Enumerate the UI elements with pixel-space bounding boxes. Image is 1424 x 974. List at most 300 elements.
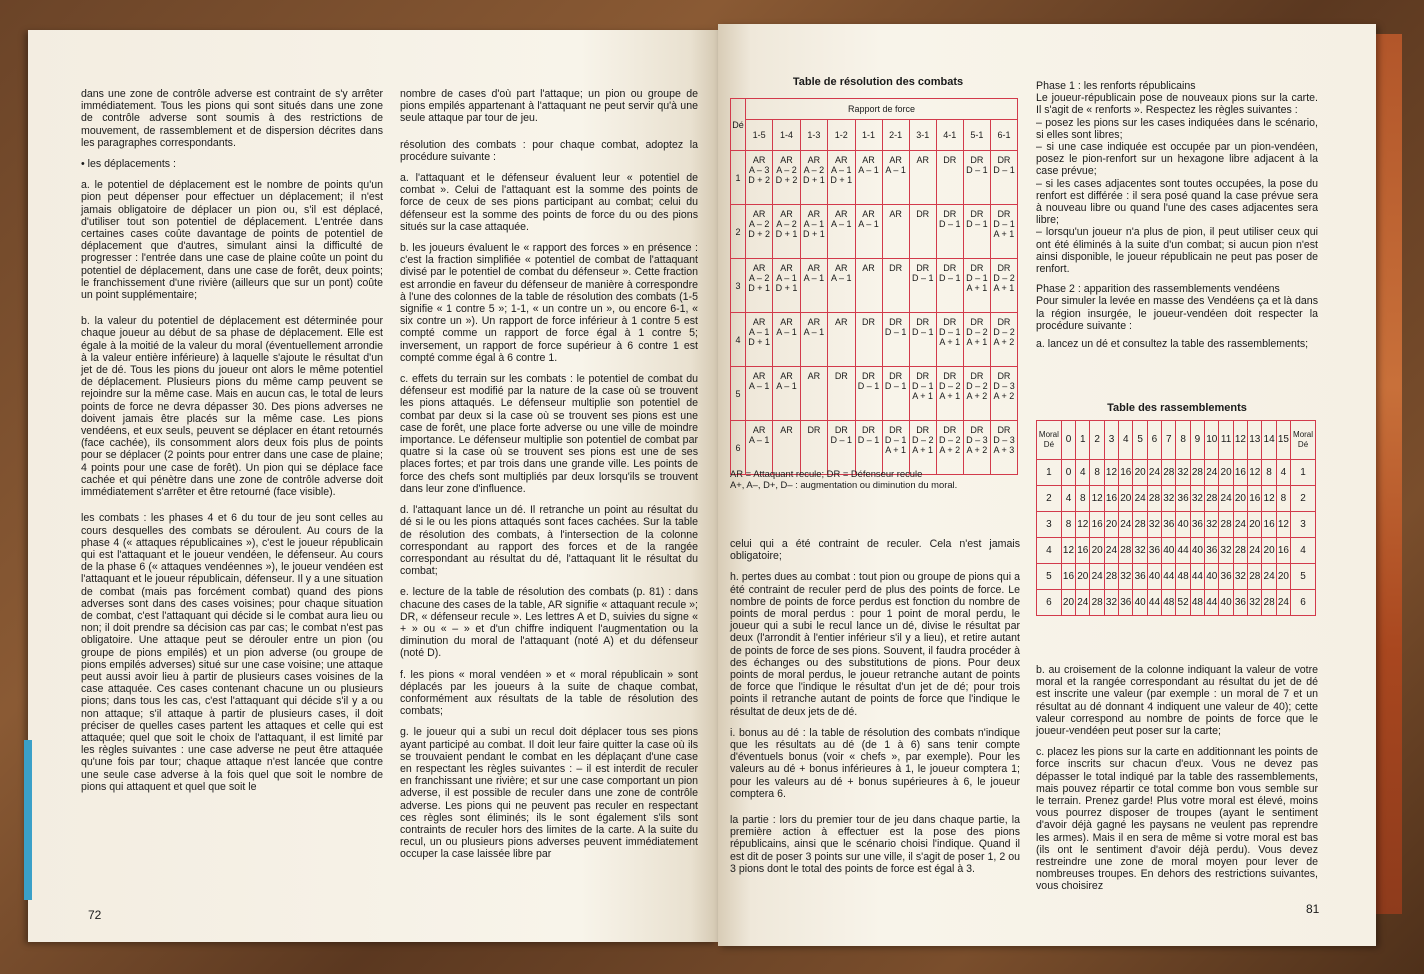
result-cell	[963, 259, 990, 313]
result-line: AR	[862, 263, 875, 273]
result-cell	[882, 205, 909, 259]
rassemblements-table	[1036, 420, 1316, 616]
value-cell: 0	[1061, 460, 1075, 486]
result-line: DR	[970, 209, 984, 219]
value-cell: 36	[1133, 564, 1147, 590]
result-line: DR	[943, 425, 957, 435]
result-line: D – 1	[857, 381, 880, 391]
value-cell: 28	[1248, 564, 1262, 590]
result-line: DR	[997, 371, 1011, 381]
value-cell: 12	[1061, 538, 1075, 564]
value-cell: 32	[1119, 564, 1133, 590]
combat-table-legend	[730, 468, 1030, 490]
value-cell: 8	[1090, 460, 1104, 486]
result-line: AR	[835, 317, 848, 327]
value-cell: 28	[1205, 486, 1219, 512]
result-line: A + 1	[912, 445, 934, 455]
result-line: AR	[780, 371, 793, 381]
result-line: A + 1	[912, 391, 934, 401]
list-item: – si une case indiquée est occupée par un pion-vendéen, posez le pion-renfort sur un hexagone libre adjacent à la case prévue;	[1036, 141, 1318, 178]
result-line: A – 1	[858, 165, 879, 175]
list-item: – lorsqu'un joueur n'a plus de pion, il peut utiliser ceux qui ont été éliminés à la suite d'un combat; si aucun pion n'est ainsi disponible, le joueur républicain ne peut pas poser de renfort.	[1036, 226, 1318, 276]
result-line: D – 3	[993, 381, 1015, 391]
page-number-left: 72	[88, 908, 102, 922]
result-line: A – 1	[803, 273, 825, 283]
table-row	[731, 421, 1018, 475]
column-header: 1-5	[746, 120, 773, 151]
paragraph: a. l'attaquant et le défenseur évaluent leur « potentiel de combat ». Celui de l'attaquant est la somme des points de force de ceux de ses pions participant au combat; celui du défenseur est la somme des points de force du ou des pions situés sur la case attaquée.	[400, 172, 698, 233]
moral-column-header: 5	[1133, 421, 1147, 460]
value-cell: 32	[1219, 538, 1233, 564]
result-line: DR	[916, 425, 930, 435]
result-line: A + 1	[939, 391, 961, 401]
result-cell	[773, 259, 800, 313]
result-cell	[800, 259, 827, 313]
moral-column-header: 2	[1090, 421, 1104, 460]
paragraph: celui qui a été contraint de reculer. Cela n'est jamais obligatoire;	[730, 538, 1020, 563]
rass-table-title: Table des rassemblements	[1107, 402, 1247, 414]
result-line: DR	[970, 371, 984, 381]
result-cell	[800, 367, 827, 421]
result-line: DR	[916, 263, 930, 273]
result-cell	[828, 313, 855, 367]
result-cell	[855, 313, 882, 367]
value-cell: 28	[1190, 460, 1204, 486]
left-column-1	[81, 88, 383, 802]
paragraph: b. les joueurs évaluent le « rapport des forces » en présence : c'est la fraction simplifiée « potentiel de combat de l'attaquant divisé par le potentiel de combat du défenseur ». Cette fraction est arrondie en faveur du défenseur de manière à correspondre à l'une des colonnes de la table de résolution des combats (1-5 signifie « 1 contre 5 »; 1-1, « un contre un », ou encore 6-1, « six contre un »). Un rapport de force inférieur à 1 contre 5 est compté comme un rapport de force égal à 1 contre 5; inversement, un rapport de force supérieur à 6 contre 1 est compté comme égal à 6 contre 1.	[400, 242, 698, 364]
result-line: AR	[889, 155, 902, 165]
list-item: – si les cases adjacentes sont toutes occupées, la pose du renfort est différée : il sera posé quand la case prévue sera à nouveau libre ou quand l'une des cases adjacentes sera libre;	[1036, 177, 1318, 227]
value-cell: 20	[1104, 512, 1118, 538]
moral-column-header: 8	[1176, 421, 1190, 460]
value-cell: 36	[1176, 486, 1190, 512]
value-cell: 44	[1205, 590, 1219, 616]
value-cell: 12	[1104, 460, 1118, 486]
result-cell	[963, 313, 990, 367]
table-row	[1037, 564, 1316, 590]
value-cell: 36	[1205, 538, 1219, 564]
result-line: AR	[752, 155, 766, 165]
value-cell: 12	[1248, 460, 1262, 486]
result-cell	[990, 367, 1017, 421]
header-de: Dé	[731, 99, 746, 151]
paragraph: c. placez les pions sur la carte en additionnant les points de force inscrits sur chacun d'eux. Vous ne devez pas dépasser le total indiqué par la table des rassemblements, mais pouvez répartir ce total comme bon vous semble sur le terrain. Prenez garde! Plus votre moral est élevé, moins vous pourrez disposer de troupes (ayant le sentiment d'avoir déjà gagné les paysans ne veulent pas reprendre les armes). Mais il en sera de même si votre moral est bas (ils ont le sentiment d'avoir déjà perdu). Vous devez restreindre une zone de moral moyen pour lever de nombreuses troupes. En dehors des restrictions suivantes, vous choisirez	[1036, 746, 1318, 893]
value-cell: 12	[1076, 512, 1090, 538]
result-line: D – 1	[911, 273, 934, 283]
column-header: 6-1	[990, 120, 1017, 151]
corner-de: Dé	[1043, 440, 1055, 449]
result-line: AR	[862, 209, 875, 219]
result-line: A + 2	[966, 445, 988, 455]
value-cell: 16	[1248, 486, 1262, 512]
result-line: DR	[889, 371, 903, 381]
result-line: A + 1	[966, 337, 988, 347]
value-cell: 24	[1076, 590, 1090, 616]
phase-1-heading: Phase 1 : les renforts républicains	[1036, 80, 1196, 92]
result-cell	[746, 151, 773, 205]
result-line: DR	[943, 263, 957, 273]
result-line: D – 1	[993, 219, 1015, 229]
result-line: A + 1	[966, 283, 988, 293]
result-line: A + 2	[993, 391, 1015, 401]
value-cell: 8	[1061, 512, 1075, 538]
value-cell: 24	[1276, 590, 1290, 616]
value-cell: 12	[1276, 512, 1290, 538]
left-page	[28, 30, 718, 942]
paragraph: c. effets du terrain sur les combats : le potentiel de combat du défenseur est modifié par la nature de la case où se trouvent les pions attaqués. Le défenseur multiplie son potentiel de combat par deux si la case où se trouvent ses pions est une case de forêt, une place forte adverse ou une ville de moindre importance. Le défenseur multiplie son potentiel de combat par quatre si la case où se trouvent ses pions est une de ses places fortes; et par trois dans une grande ville. Les points de force des chefs sont multipliés par deux lorsqu'ils se trouvent dans leur zone d'influence.	[400, 373, 698, 495]
result-line: D – 1	[966, 273, 988, 283]
value-cell: 44	[1176, 538, 1190, 564]
value-cell: 12	[1262, 486, 1276, 512]
value-cell: 16	[1076, 538, 1090, 564]
result-line: DR	[943, 209, 957, 219]
table-row	[1037, 590, 1316, 616]
row-die: 6	[731, 421, 746, 475]
moral-column-header: 0	[1061, 421, 1075, 460]
result-cell	[855, 259, 882, 313]
result-line: AR	[807, 155, 821, 165]
result-line: AR	[807, 317, 821, 327]
result-cell	[963, 421, 990, 475]
result-line: DR	[807, 425, 821, 435]
value-cell: 24	[1090, 564, 1104, 590]
column-header: 1-4	[773, 120, 800, 151]
result-cell	[773, 205, 800, 259]
table-row	[1037, 460, 1316, 486]
page-number-right: 81	[1306, 902, 1320, 916]
result-line: A + 2	[966, 391, 988, 401]
result-line: AR	[780, 425, 793, 435]
value-cell: 16	[1233, 460, 1247, 486]
result-line: D + 1	[803, 175, 825, 185]
result-line: A – 1	[748, 381, 770, 391]
value-cell: 4	[1076, 460, 1090, 486]
result-line: D – 1	[939, 219, 961, 229]
result-line: A – 1	[831, 219, 852, 229]
book-edge-strip	[1376, 34, 1402, 914]
paragraph: les combats : les phases 4 et 6 du tour de jeu sont celles au cours desquelles des combats se déroulent. Au cours de la phase 4 (« attaques républicaines »), c'est le joueur républicain qui est l'attaquant et le joueur vendéen, le défenseur. Au cours de la phase 6 (« attaques vendéennes »), le joueur vendéen est l'attaquant et le joueur républicain, défenseur. Il y a une situation de combat (mais pas forcément combat) quand des pions adverses sont dans des cases voisines; pour chaque situation de combat, c'est l'attaquant qui décide si le combat aura lieu ou non; il doit prendre sa décision cas par cas; le combat n'est pas obligatoire. Une attaque peut se dérouler entre un pion (ou groupe de pions empilés) et un pion adverse (ou groupe de pions empilés adverses) situé sur une case voisine; une attaque peut aussi avoir lieu à partir de plusieurs cases voisines de la case attaquée. Ces cases contenant chacune un ou plusieurs pions; dans tous les cas, c'est l'attaquant qui décide s'il y a ou non attaque; s'il attaque à partir de plusieurs cases, il doit préciser de quelles cases partent les attaques et celle qui est attaquée; quel que soit le choix de l'attaquant, il est limité par les règles suivantes : une case adverse ne peut être attaquée qu'une fois par tour; chaque attaque n'est lancée que contre une seule case adverse à la fois quel que soit le nombre de pions qui attaquent et quel que soit le	[81, 512, 383, 793]
value-cell: 20	[1061, 590, 1075, 616]
result-line: D – 1	[911, 381, 934, 391]
right-corner-moral: Moral	[1293, 430, 1314, 439]
result-line: D – 3	[993, 435, 1015, 445]
value-cell: 32	[1133, 538, 1147, 564]
paragraph: Le joueur-républicain pose de nouveaux pions sur la carte. Il s'agit de « renforts ». Respectez les règles suivantes :	[1036, 92, 1318, 117]
result-cell	[773, 313, 800, 367]
value-cell: 28	[1090, 590, 1104, 616]
value-cell: 20	[1248, 512, 1262, 538]
result-line: D – 2	[939, 381, 961, 391]
result-line: DR	[862, 317, 876, 327]
result-line: D – 1	[966, 219, 988, 229]
value-cell: 20	[1219, 460, 1233, 486]
value-cell: 16	[1104, 486, 1118, 512]
result-line: A – 1	[858, 219, 879, 229]
row-die-right: 1	[1291, 460, 1316, 486]
row-die: 2	[1037, 486, 1062, 512]
result-line: DR	[997, 155, 1011, 165]
value-cell: 16	[1061, 564, 1075, 590]
paragraph: i. bonus au dé : la table de résolution des combats n'indique que les résultats au dé (de 1 à 6) sans tenir compte d'éventuels bonus (voir « chefs », par exemple). Pour les valeurs au dé + bonus inférieures à 1, le joueur comptera 1; pour les valeurs au dé + bonus supérieures à 6, le joueur comptera 6.	[730, 726, 1020, 800]
result-line: A – 1	[776, 381, 797, 391]
value-cell: 40	[1205, 564, 1219, 590]
result-line: A – 1	[885, 165, 906, 175]
table-row	[731, 259, 1018, 313]
result-line: D – 3	[966, 435, 988, 445]
result-line: D + 1	[748, 337, 771, 347]
result-line: DR	[916, 209, 930, 219]
result-line: D – 2	[911, 435, 934, 445]
value-cell: 24	[1219, 486, 1233, 512]
result-line: D – 1	[884, 435, 907, 445]
value-cell: 40	[1147, 564, 1161, 590]
value-cell: 20	[1276, 564, 1290, 590]
result-line: AR	[780, 209, 793, 219]
result-line: D – 1	[966, 165, 988, 175]
row-die-right: 5	[1291, 564, 1316, 590]
moral-column-header: 11	[1219, 421, 1233, 460]
moral-column-header: 10	[1205, 421, 1219, 460]
combat-resolution-table	[730, 98, 1018, 475]
value-cell: 36	[1190, 512, 1204, 538]
result-line: A – 1	[831, 273, 852, 283]
result-line: D – 2	[966, 327, 988, 337]
result-cell	[855, 205, 882, 259]
result-line: DR	[997, 209, 1011, 219]
result-cell	[882, 367, 909, 421]
column-header: 2-1	[882, 120, 909, 151]
value-cell: 24	[1104, 538, 1118, 564]
value-cell: 36	[1119, 590, 1133, 616]
result-cell	[800, 421, 827, 475]
result-line: D – 1	[939, 327, 961, 337]
result-cell	[882, 259, 909, 313]
result-line: AR	[752, 209, 766, 219]
value-cell: 24	[1119, 512, 1133, 538]
result-cell	[828, 205, 855, 259]
value-cell: 32	[1176, 460, 1190, 486]
corner-cell	[1037, 421, 1062, 460]
row-die: 2	[731, 205, 746, 259]
right-page	[718, 24, 1376, 946]
result-cell	[882, 313, 909, 367]
paragraph: Pour simuler la levée en masse des Vendéens ça et là dans la région insurgée, le joueur-vendéen doit respecter la procédure suivante :	[1036, 295, 1318, 332]
result-line: D – 1	[884, 381, 907, 391]
row-die: 5	[1037, 564, 1062, 590]
result-line: D – 1	[911, 327, 934, 337]
paragraph: b. la valeur du potentiel de déplacement est déterminée pour chaque joueur au début de sa phase de déplacement. Elle est égale à la moitié de la valeur du moral (éventuellement arrondie à la valeur entière inférieure) à laquelle s'ajoute le résultat d'un jet de dé. Tous les pions du joueur ont alors le même potentiel de déplacement. Plusieurs pions du même camp peuvent se rejoindre sur la même case. Mais en aucun cas, le total de leurs points de force ne devra dépasser 30. Des pions adverses ne doivent jamais être placés sur la même case. Les pions vendéens, et eux seuls, peuvent se déplacer en étant retournés (face cachée), ils consomment alors deux fois plus de points pour se déplacer (2 points pour entrer dans une case de plaine; 4 points pour une case de forêt). Un pion qui se déplace face cachée et qui pénètre dans une zone de contrôle adverse doit immédiatement s'arrêter et être retourné (face visible).	[81, 315, 383, 499]
result-line: AR	[889, 209, 902, 219]
result-line: DR	[834, 425, 848, 435]
value-cell: 28	[1233, 538, 1247, 564]
row-die: 6	[1037, 590, 1062, 616]
result-cell	[800, 313, 827, 367]
result-line: A – 1	[748, 327, 770, 337]
value-cell: 28	[1119, 538, 1133, 564]
paragraph: g. le joueur qui a subi un recul doit déplacer tous ses pions ayant participé au combat. Il doit leur faire quitter la case où ils se trouvaient pendant le combat en les déplaçant d'une case en respectant les règles suivantes : – il est interdit de reculer en franchissant une rivière; et sur une case comportant un pion adverse, il est possible de reculer dans une zone de contrôle adverse. Les pions qui ne peuvent pas reculer en respectant ces règles sont éliminés; ils le sont également s'ils sont contraints de reculer hors des limites de la carte. A la suite du recul, un ou plusieurs pions adverses peuvent immédiatement occuper la case laissée libre par	[400, 726, 698, 861]
result-line: AR	[807, 371, 821, 381]
value-cell: 32	[1248, 590, 1262, 616]
result-cell	[773, 151, 800, 205]
phase-2-heading: Phase 2 : apparition des rassemblements vendéens	[1036, 283, 1280, 296]
result-cell	[746, 421, 773, 475]
result-cell	[800, 205, 827, 259]
row-die: 4	[731, 313, 746, 367]
result-cell	[909, 313, 936, 367]
result-cell	[773, 421, 800, 475]
moral-column-header: 12	[1233, 421, 1247, 460]
result-line: A – 1	[803, 219, 825, 229]
paragraph: a. lancez un dé et consultez la table des rassemblements;	[1036, 338, 1309, 351]
column-header: 5-1	[963, 120, 990, 151]
result-line: AR	[752, 425, 766, 435]
value-cell: 44	[1162, 564, 1176, 590]
result-line: AR	[807, 209, 821, 219]
result-cell	[855, 367, 882, 421]
result-line: D + 2	[748, 175, 771, 185]
value-cell: 20	[1119, 486, 1133, 512]
value-cell: 44	[1147, 590, 1161, 616]
table-row	[731, 205, 1018, 259]
result-cell	[882, 151, 909, 205]
result-line: DR	[889, 263, 903, 273]
row-die-right: 2	[1291, 486, 1316, 512]
paragraph: e. lecture de la table de résolution des combats (p. 81) : dans chacune des cases de la table, AR signifie « attaquant recule »; DR, « défenseur recule ». Les lettres A et D, suivies du signe « + » ou « – » et d'un chiffre indiquent l'augmentation ou la diminution du moral de l'attaquant (noté A) et du défenseur (noté D).	[400, 586, 698, 660]
value-cell: 24	[1233, 512, 1247, 538]
value-cell: 4	[1061, 486, 1075, 512]
column-header: 1-1	[855, 120, 882, 151]
value-cell: 36	[1162, 512, 1176, 538]
result-cell	[909, 151, 936, 205]
table-row	[731, 151, 1018, 205]
result-line: D – 1	[830, 435, 853, 445]
value-cell: 8	[1076, 486, 1090, 512]
result-line: A – 1	[748, 435, 770, 445]
value-cell: 24	[1133, 486, 1147, 512]
result-line: A – 1	[803, 327, 825, 337]
table-row	[731, 313, 1018, 367]
result-line: DR	[862, 371, 876, 381]
value-cell: 32	[1104, 590, 1118, 616]
moral-column-header: 15	[1276, 421, 1290, 460]
result-line: A + 1	[885, 445, 906, 455]
table-row	[1037, 512, 1316, 538]
value-cell: 48	[1190, 590, 1204, 616]
row-die: 3	[1037, 512, 1062, 538]
result-line: DR	[997, 425, 1011, 435]
result-line: DR	[997, 263, 1011, 273]
result-line: A + 2	[993, 337, 1015, 347]
result-line: AR	[835, 155, 848, 165]
value-cell: 28	[1104, 564, 1118, 590]
result-line: A + 2	[939, 445, 961, 455]
result-cell	[963, 367, 990, 421]
value-cell: 48	[1176, 564, 1190, 590]
result-line: A + 3	[993, 445, 1015, 455]
result-line: A – 2	[748, 273, 770, 283]
result-line: D + 1	[803, 229, 825, 239]
result-line: AR	[752, 263, 766, 273]
right-column-2-top	[1036, 80, 1318, 350]
result-line: DR	[889, 317, 903, 327]
result-line: DR	[997, 317, 1011, 327]
result-line: A – 3	[748, 165, 770, 175]
result-cell	[990, 259, 1017, 313]
value-cell: 24	[1147, 460, 1161, 486]
result-cell	[990, 421, 1017, 475]
value-cell: 20	[1262, 538, 1276, 564]
moral-column-header: 3	[1104, 421, 1118, 460]
column-header: 4-1	[936, 120, 963, 151]
header-rapport: Rapport de force	[746, 99, 1018, 120]
right-corner-de: Dé	[1297, 440, 1309, 449]
paragraph: b. au croisement de la colonne indiquant la valeur de votre moral et la rangée correspondant au résultat du jet de dé est inscrite une valeur (par exemple : un moral de 7 et un résultat au dé donnant 4 indiquent une valeur de 40); cette valeur correspond au nombre de points de force que le joueur-vendéen peut poser sur la carte;	[1036, 664, 1318, 738]
result-line: D + 1	[775, 229, 798, 239]
result-line: D – 2	[993, 273, 1015, 283]
paragraph: résolution des combats : pour chaque combat, adoptez la procédure suivante :	[400, 138, 698, 163]
result-line: D + 1	[775, 283, 798, 293]
value-cell: 40	[1162, 538, 1176, 564]
right-column-1	[730, 538, 1020, 884]
row-die-right: 6	[1291, 590, 1316, 616]
value-cell: 20	[1133, 460, 1147, 486]
right-corner-cell	[1291, 421, 1316, 460]
result-line: DR	[970, 317, 984, 327]
result-cell	[909, 205, 936, 259]
paragraph: h. pertes dues au combat : tout pion ou groupe de pions qui a été contraint de reculer perd de plus des points de force. Le nombre de points de force perdus est fonction du nombre de points de moral perdus : pour 1 point de moral perdu, le joueur qui a subi le recul lance un dé, divise le résultat par deux (l'arrondit à l'entier inférieur s'il y a lieu), et retire autant de points de force de ses pions. Souvent, il faudra procéder à des échanges ou des substitutions de pions. Pour deux points de moral perdus, le joueur retranche autant de points de force que l'indique le résultat d'un jet de dé; pour trois points il retranche autant de points de force que l'indique le résultat de deux jets de dé.	[730, 571, 1020, 718]
result-cell	[936, 367, 963, 421]
result-line: D – 1	[884, 327, 907, 337]
value-cell: 36	[1219, 564, 1233, 590]
legend-line: A+, A–, D+, D– : augmentation ou diminution du moral.	[730, 479, 958, 490]
result-line: DR	[943, 371, 957, 381]
paragraph: la partie : lors du premier tour de jeu dans chaque partie, la première action à effectuer est la pose des pions républicains, ainsi que le scénario choisi l'indique. Quand il est dit de poser 3 points sur une ville, il s'agit de poser 1, 2 ou 3 pions dont le total des points de force est égal à 3.	[730, 814, 1020, 875]
paragraph: d. l'attaquant lance un dé. Il retranche un point au résultat du dé si le ou les pions attaqués sont faces cachées. Sur la table de résolution des combats, à l'intersection de la colonne correspondant au rapport des forces et de la rangée correspondant au résultat du dé, l'attaquant lit le résultat du combat;	[400, 504, 698, 578]
column-header: 3-1	[909, 120, 936, 151]
result-line: AR	[752, 317, 766, 327]
moral-column-header: 9	[1190, 421, 1204, 460]
result-line: DR	[970, 263, 984, 273]
result-cell	[746, 367, 773, 421]
result-line: D – 2	[966, 381, 988, 391]
result-line: DR	[943, 317, 957, 327]
paragraph: nombre de cases d'où part l'attaque; un pion ou groupe de pions empilés appartenant à l'attaquant ne peut servir qu'à une seule attaque par tour de jeu.	[400, 88, 698, 125]
table-row	[1037, 538, 1316, 564]
result-line: AR	[752, 371, 766, 381]
result-line: D – 2	[993, 327, 1015, 337]
row-die: 3	[731, 259, 746, 313]
result-cell	[746, 259, 773, 313]
result-cell	[936, 205, 963, 259]
value-cell: 24	[1262, 564, 1276, 590]
result-line: D + 2	[748, 229, 771, 239]
result-line: D + 1	[830, 175, 853, 185]
row-die: 1	[1037, 460, 1062, 486]
value-cell: 32	[1162, 486, 1176, 512]
value-cell: 20	[1233, 486, 1247, 512]
result-line: D + 2	[775, 175, 798, 185]
value-cell: 36	[1147, 538, 1161, 564]
value-cell: 44	[1190, 564, 1204, 590]
value-cell: 20	[1076, 564, 1090, 590]
value-cell: 8	[1262, 460, 1276, 486]
result-line: A + 1	[939, 337, 961, 347]
value-cell: 8	[1276, 486, 1290, 512]
result-line: DR	[916, 317, 930, 327]
result-cell	[963, 205, 990, 259]
result-line: AR	[780, 317, 793, 327]
value-cell: 32	[1205, 512, 1219, 538]
